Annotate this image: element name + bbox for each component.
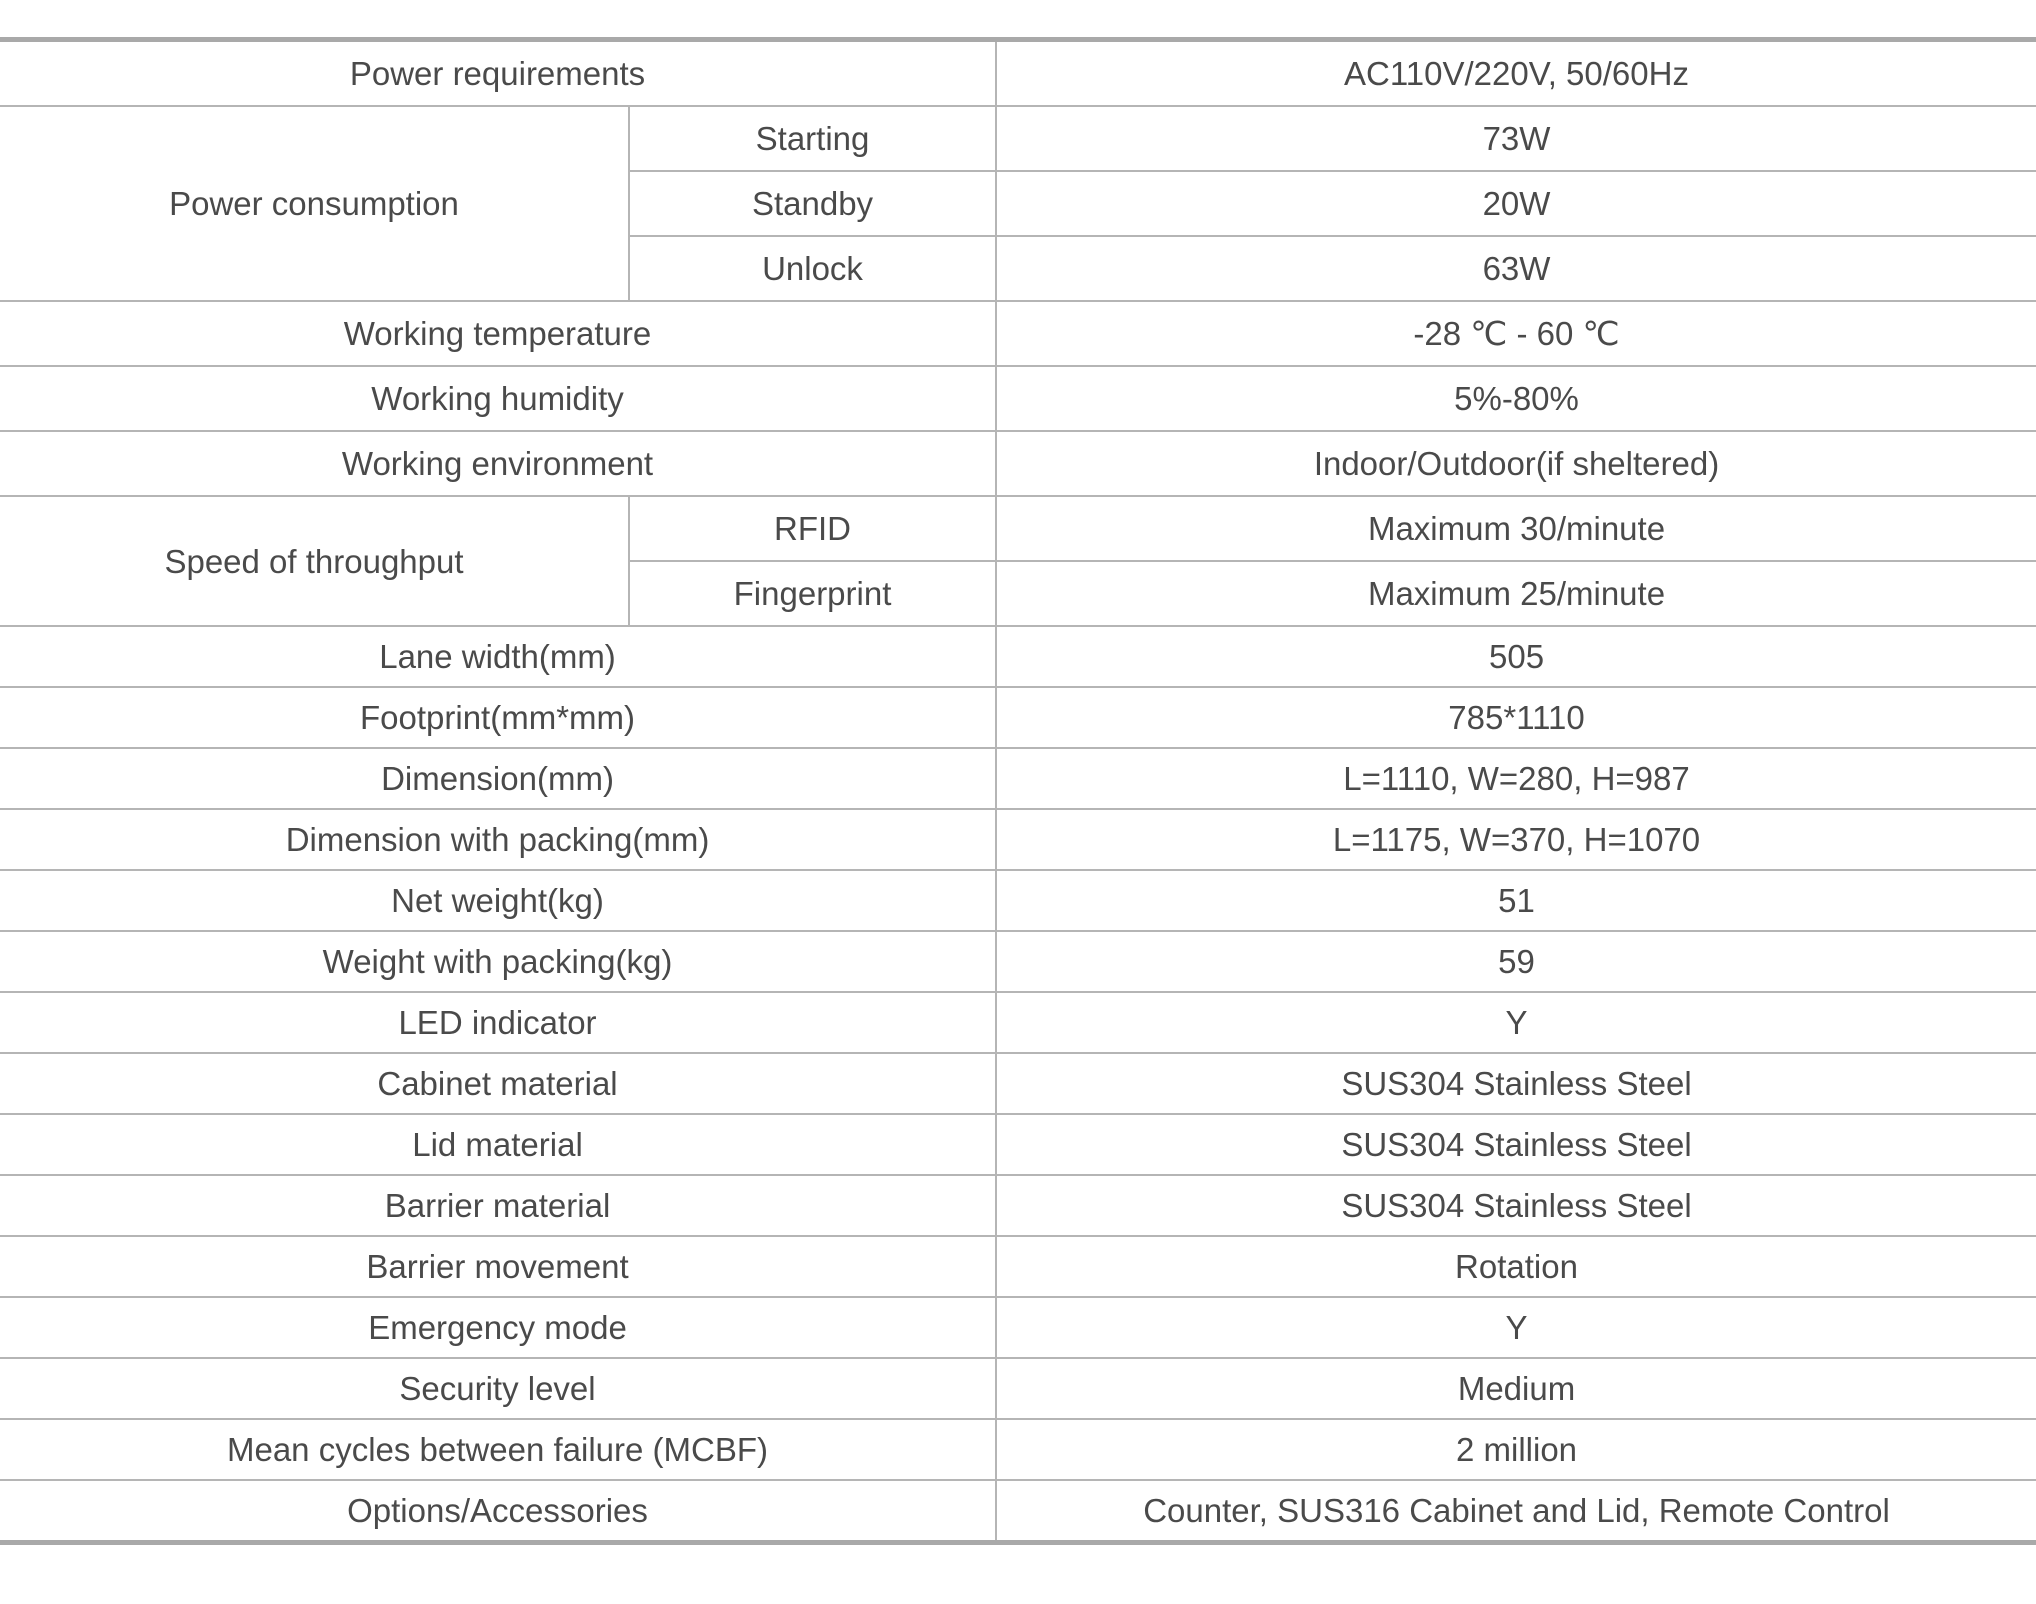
spec-label: Options/Accessories (0, 1480, 996, 1543)
spec-value: SUS304 Stainless Steel (996, 1114, 2036, 1175)
spec-value: Y (996, 992, 2036, 1053)
spec-label: Power requirements (0, 40, 996, 107)
spec-label: Lane width(mm) (0, 626, 996, 687)
table-row (0, 626, 2036, 687)
spec-value: 73W (996, 106, 2036, 171)
spec-label: Cabinet material (0, 1053, 996, 1114)
table-row (0, 1358, 2036, 1419)
spec-label: Barrier movement (0, 1236, 996, 1297)
table-row (0, 1114, 2036, 1175)
table-row (0, 1236, 2036, 1297)
spec-label: Footprint(mm*mm) (0, 687, 996, 748)
spec-label: Weight with packing(kg) (0, 931, 996, 992)
spec-label: LED indicator (0, 992, 996, 1053)
spec-label: Barrier material (0, 1175, 996, 1236)
spec-value: Y (996, 1297, 2036, 1358)
spec-sublabel: RFID (629, 496, 996, 561)
spec-value: 2 million (996, 1419, 2036, 1480)
spec-value: 51 (996, 870, 2036, 931)
spec-value: Maximum 25/minute (996, 561, 2036, 626)
table-row (0, 1480, 2036, 1543)
spec-value: L=1175, W=370, H=1070 (996, 809, 2036, 870)
spec-sublabel: Unlock (629, 236, 996, 301)
spec-value: -28 ℃ - 60 ℃ (996, 301, 2036, 366)
table-row (0, 1297, 2036, 1358)
table-row (0, 870, 2036, 931)
table-row (0, 748, 2036, 809)
spec-value: 63W (996, 236, 2036, 301)
spec-value: Counter, SUS316 Cabinet and Lid, Remote Control (996, 1480, 2036, 1543)
table-row (0, 992, 2036, 1053)
table-row (0, 1053, 2036, 1114)
table-row (0, 106, 2036, 171)
spec-label: Security level (0, 1358, 996, 1419)
spec-value: Indoor/Outdoor(if sheltered) (996, 431, 2036, 496)
spec-label: Working temperature (0, 301, 996, 366)
table-row (0, 1175, 2036, 1236)
spec-group-label: Power consumption (0, 106, 629, 301)
table-row (0, 431, 2036, 496)
spec-value: 59 (996, 931, 2036, 992)
table-row (0, 301, 2036, 366)
spec-label: Working humidity (0, 366, 996, 431)
spec-table-body (0, 40, 2036, 1543)
spec-value: AC110V/220V, 50/60Hz (1344, 55, 1689, 92)
spec-label: Emergency mode (0, 1297, 996, 1358)
table-row (0, 809, 2036, 870)
spec-value: Medium (996, 1358, 2036, 1419)
spec-label: Mean cycles between failure (MCBF) (0, 1419, 996, 1480)
spec-sublabel: Starting (629, 106, 996, 171)
spec-label: Dimension with packing(mm) (0, 809, 996, 870)
spec-label: Net weight(kg) (0, 870, 996, 931)
spec-label: Lid material (0, 1114, 996, 1175)
table-row (0, 366, 2036, 431)
table-row (0, 931, 2036, 992)
spec-group-label: Speed of throughput (0, 496, 629, 626)
spec-value: L=1110, W=280, H=987 (996, 748, 2036, 809)
spec-sublabel: Fingerprint (629, 561, 996, 626)
table-row (0, 1419, 2036, 1480)
table-row (0, 496, 2036, 561)
spec-value: 5%-80% (996, 366, 2036, 431)
spec-value: Maximum 30/minute (996, 496, 2036, 561)
spec-sublabel: Standby (629, 171, 996, 236)
spec-value: SUS304 Stainless Steel (996, 1175, 2036, 1236)
table-row (0, 40, 2036, 107)
table-row (0, 687, 2036, 748)
spec-table (0, 37, 2036, 1545)
spec-label: Dimension(mm) (0, 748, 996, 809)
spec-label: Working environment (0, 431, 996, 496)
spec-value: Rotation (996, 1236, 2036, 1297)
spec-value: 20W (996, 171, 2036, 236)
spec-value: SUS304 Stainless Steel (996, 1053, 2036, 1114)
spec-value: 785*1110 (996, 687, 2036, 748)
spec-value: 505 (996, 626, 2036, 687)
